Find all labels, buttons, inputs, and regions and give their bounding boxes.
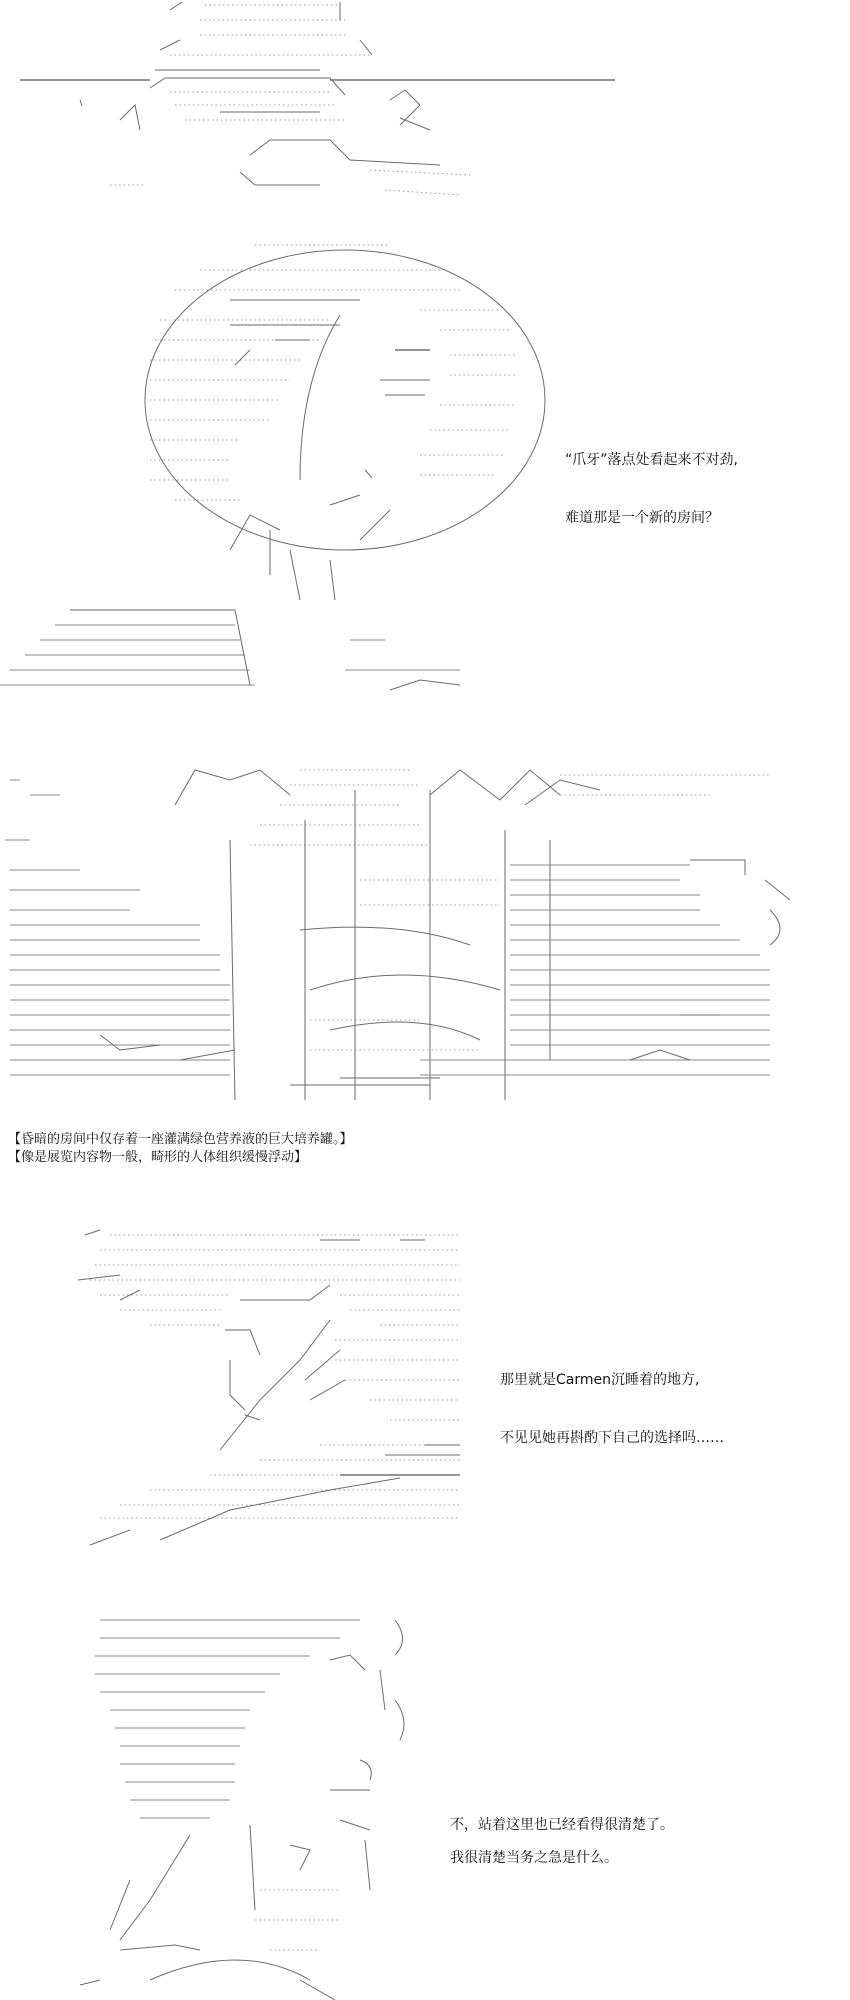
panel-3 [0,760,850,1200]
ascii-art-hooded-figure [0,1600,850,2000]
narration-caption: 【像是展览内容物一般，畸形的人体组织缓慢浮动】 [8,1150,308,1165]
dialogue-line: “爪牙”落点处看起来不对劲, [565,452,738,468]
panel-4 [0,1220,850,1580]
ascii-art-lamp-corridor [0,0,850,215]
dialogue-line: 不见见她再斟酌下自己的选择吗…… [500,1430,724,1446]
ascii-art-figure-in-tank [0,230,850,740]
panel-5 [0,1600,850,2000]
dialogue-line: 我很清楚当务之急是什么。 [450,1850,618,1866]
dialogue-line: 难道那是一个新的房间？ [565,510,719,526]
narration-caption: 【昏暗的房间中仅存着一座灌满绿色营养液的巨大培养罐。】 [8,1132,353,1147]
dialogue-line: 那里就是Carmen沉睡着的地方, [500,1372,700,1388]
ascii-art-profile-face [0,1220,850,1580]
panel-2 [0,230,850,740]
panel-1 [0,0,850,215]
dialogue-line: 不，站着这里也已经看得很清楚了。 [450,1817,674,1833]
